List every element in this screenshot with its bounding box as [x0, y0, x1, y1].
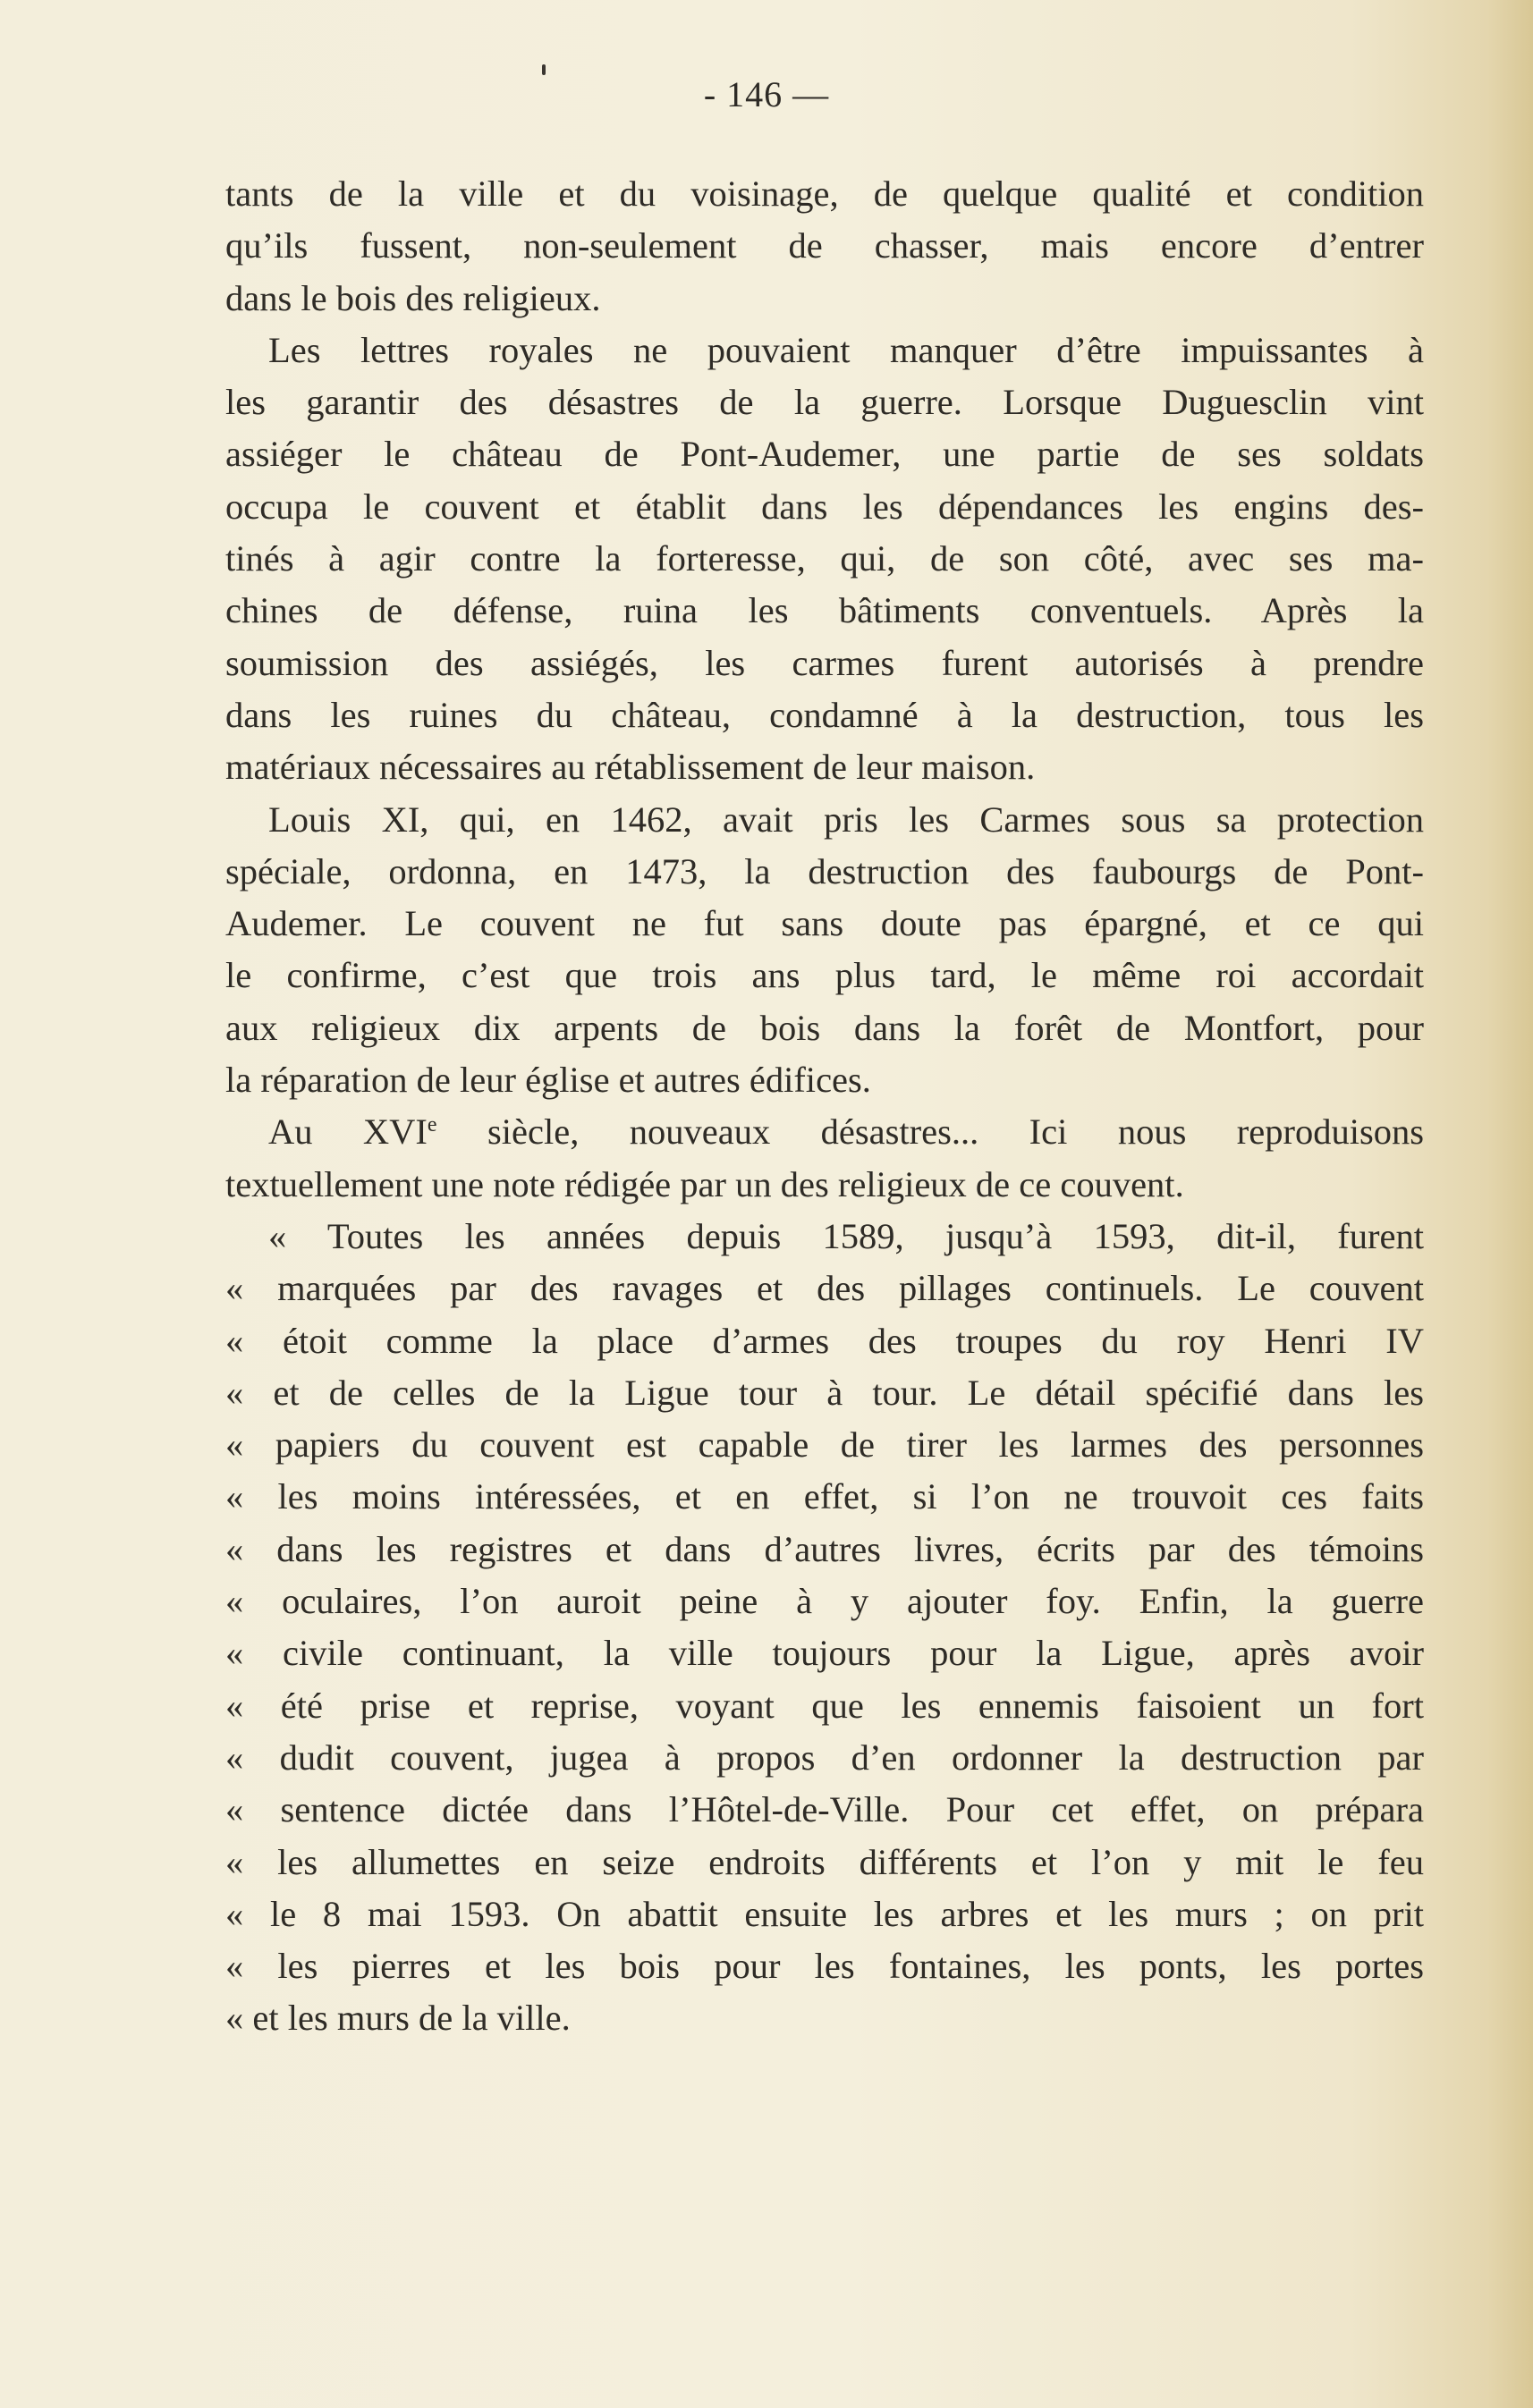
text-line: « papiers du couvent est capable de tirer les larmes des personnes: [225, 1424, 1424, 1466]
superscript-e: e: [427, 1113, 437, 1137]
page-number: - 146 —: [703, 74, 830, 114]
text-line: matériaux nécessaires au rétablissement de leur maison.: [225, 747, 1036, 788]
text-line: dans le bois des religieux.: [225, 277, 601, 318]
text-line: « civile continuant, la ville toujours pour la Ligue, après avoir: [225, 1633, 1424, 1674]
text-line: occupa le couvent et établit dans les dépendances les engins des-: [225, 486, 1424, 527]
text-line: « oculaires, l’on auroit peine à y ajouter foy. Enfin, la guerre: [225, 1581, 1424, 1622]
text-line: « et les murs de la ville.: [225, 1998, 571, 2039]
text-line: textuellement une note rédigée par un des religieux de ce couvent.: [225, 1163, 1184, 1204]
text-line: les garantir des désastres de la guerre. Lorsque Duguesclin vint: [225, 382, 1424, 423]
text-line: Les lettres royales ne pouvaient manquer d’être impuissantes à: [268, 329, 1424, 370]
text-line: aux religieux dix arpents de bois dans la forêt de Montfort, pour: [225, 1007, 1424, 1048]
text-line: « marquées par des ravages et des pillages continuels. Le couvent: [225, 1268, 1424, 1309]
text-line: tinés à agir contre la forteresse, qui, de son côté, avec ses ma-: [225, 538, 1424, 579]
text-line: « Toutes les années depuis 1589, jusqu’à 1593, dit-il, furent: [268, 1215, 1424, 1256]
text-line: « les pierres et les bois pour les fontaines, les ponts, les portes: [225, 1946, 1424, 1987]
text-line: Audemer. Le couvent ne fut sans doute pas épargné, et ce qui: [225, 903, 1424, 944]
text-line: dans les ruines du château, condamné à la destruction, tous les: [225, 694, 1424, 735]
text-line: « dans les registres et dans d’autres livres, écrits par des témoins: [225, 1528, 1424, 1569]
text-line: « les allumettes en seize endroits différents et l’on y mit le feu: [225, 1841, 1424, 1882]
text-fragment: siècle, nouveaux désastres... Ici nous reproduisons: [436, 1111, 1424, 1153]
text-line-superscript: [225, 1106, 1424, 1158]
text-line: « été prise et reprise, voyant que les ennemis faisoient un fort: [225, 1685, 1424, 1726]
text-line: chines de défense, ruina les bâtiments conventuels. Après la: [225, 590, 1424, 631]
body-text: [225, 168, 1424, 2045]
text-fragment: Au XVI: [268, 1111, 428, 1153]
text-line: Louis XI, qui, en 1462, avait pris les Carmes sous sa protection: [268, 798, 1424, 840]
text-line: « le 8 mai 1593. On abattit ensuite les arbres et les murs ; on prit: [225, 1893, 1424, 1934]
text-line: spéciale, ordonna, en 1473, la destruction des faubourgs de Pont-: [225, 850, 1424, 891]
text-line: « étoit comme la place d’armes des troupes du roy Henri IV: [225, 1320, 1424, 1361]
text-line: le confirme, c’est que trois ans plus tard, le même roi accordait: [225, 955, 1424, 996]
text-line: soumission des assiégés, les carmes furent autorisés à prendre: [225, 642, 1424, 683]
text-line: qu’ils fussent, non-seulement de chasser, mais encore d’entrer: [225, 225, 1424, 266]
text-line: « dudit couvent, jugea à propos d’en ordonner la destruction par: [225, 1736, 1424, 1778]
text-line: « et de celles de la Ligue tour à tour. Le détail spécifié dans les: [225, 1372, 1424, 1413]
text-line: la réparation de leur église et autres édifices.: [225, 1060, 871, 1101]
text-line: assiéger le château de Pont-Audemer, une partie de ses soldats: [225, 434, 1424, 475]
text-line: « sentence dictée dans l’Hôtel-de-Ville. Pour cet effet, on prépara: [225, 1789, 1424, 1830]
text-line: « les moins intéressées, et en effet, si l’on ne trouvoit ces faits: [225, 1476, 1424, 1517]
text-line: tants de la ville et du voisinage, de quelque qualité et condition: [225, 173, 1424, 214]
